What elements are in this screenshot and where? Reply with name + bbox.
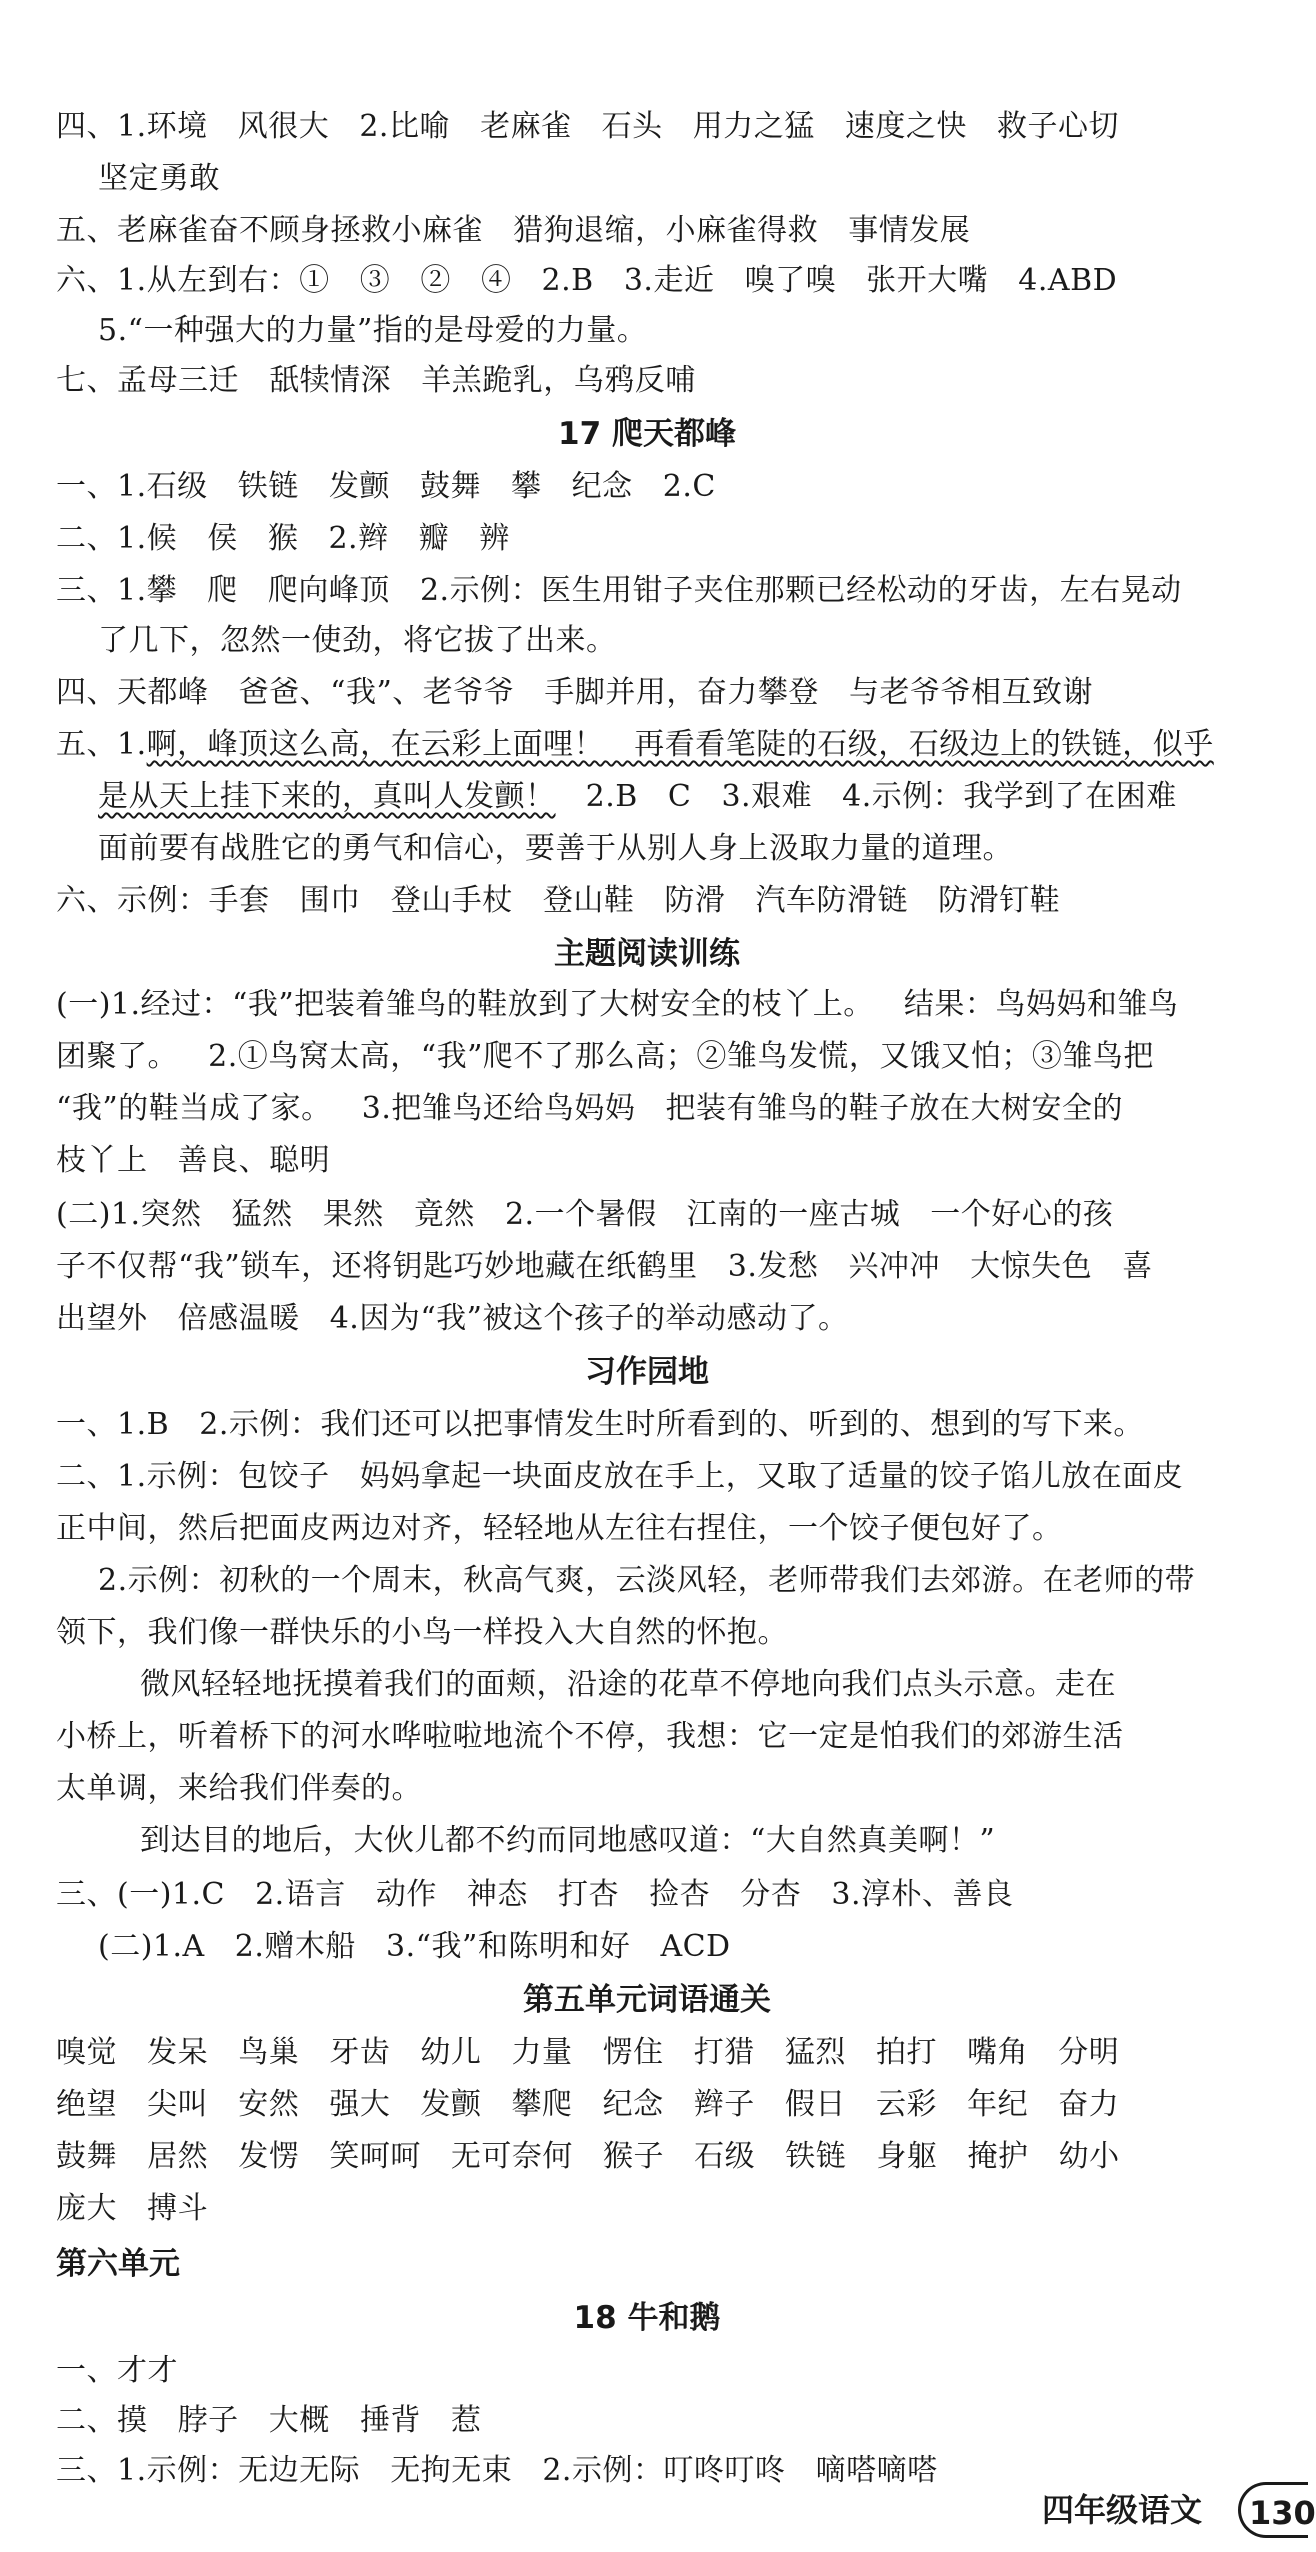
text-line: 庞大 搏斗	[56, 2191, 209, 2226]
page-number-badge: 130	[1238, 2482, 1308, 2538]
unit-heading: 第六单元	[56, 2246, 180, 2282]
wavy-underlined-text: 啊，峰顶这么高，在云彩上面哩！ 再看看笔陡的石级，石级边上的铁链，似乎	[146, 727, 1214, 762]
text-line: 六、示例：手套 围巾 登山手杖 登山鞋 防滑 汽车防滑链 防滑钉鞋	[56, 883, 1061, 918]
section-heading: 习作园地	[585, 1354, 709, 1390]
text-line: 六、1.从左到右：① ③ ② ④ 2.B 3.走近 嗅了嗅 张开大嘴 4.ABD	[56, 263, 1118, 298]
text-line: 领下，我们像一群快乐的小鸟一样投入大自然的怀抱。	[56, 1615, 788, 1650]
text-line: (一)1.经过：“我”把装着雏鸟的鞋放到了大树安全的枝丫上。 结果：鸟妈妈和雏鸟	[56, 987, 1179, 1022]
text-line	[98, 778, 1177, 816]
text-line: (二)1.A 2.赠木船 3.“我”和陈明和好 ACD	[98, 1929, 731, 1964]
text-line: 微风轻轻地抚摸着我们的面颊，沿途的花草不停地向我们点头示意。走在	[140, 1667, 1116, 1702]
text-line: 三、1.攀 爬 爬向峰顶 2.示例：医生用钳子夹住那颗已经松动的牙齿，左右晃动	[56, 573, 1182, 608]
text-line: 2.示例：初秋的一个周末，秋高气爽，云淡风轻，老师带我们去郊游。在老师的带	[98, 1563, 1196, 1598]
text-line: 小桥上，听着桥下的河水哗啦啦地流个不停，我想：它一定是怕我们的郊游生活	[56, 1719, 1124, 1754]
text-line: 三、1.示例：无边无际 无拘无束 2.示例：叮咚叮咚 嘀嗒嘀嗒	[56, 2453, 938, 2488]
footer-grade-label: 四年级语文	[1042, 2491, 1203, 2529]
text-line: 二、摸 脖子 大概 捶背 惹	[56, 2403, 482, 2438]
text-line: 三、(一)1.C 2.语言 动作 神态 打杏 捡杏 分杏 3.淳朴、善良	[56, 1877, 1014, 1912]
text-line: 五、老麻雀奋不顾身拯救小麻雀 猎狗退缩，小麻雀得救 事情发展	[56, 213, 971, 248]
text-line: 绝望 尖叫 安然 强大 发颤 攀爬 纪念 辫子 假日 云彩 年纪 奋力	[56, 2087, 1120, 2122]
text-line: 二、1.候 侯 猴 2.辫 瓣 辨	[56, 521, 510, 556]
text-line: 一、才才	[56, 2353, 178, 2388]
text-line: 二、1.示例：包饺子 妈妈拿起一块面皮放在手上，又取了适量的饺子馅儿放在面皮	[56, 1459, 1184, 1494]
section-heading: 18 牛和鹅	[573, 2300, 721, 2336]
text-line: 子不仅帮“我”锁车，还将钥匙巧妙地藏在纸鹤里 3.发愁 兴冲冲 大惊失色 喜	[56, 1249, 1153, 1284]
section-heading: 17 爬天都峰	[558, 416, 736, 452]
line-rest: 2.B C 3.艰难 4.示例：我学到了在困难	[555, 779, 1177, 814]
text-line: 5.“一种强大的力量”指的是母爱的力量。	[98, 313, 648, 348]
text-line: 太单调，来给我们伴奏的。	[56, 1771, 422, 1806]
text-line: 鼓舞 居然 发愣 笑呵呵 无可奈何 猴子 石级 铁链 身躯 掩护 幼小	[56, 2139, 1120, 2174]
text-line: 一、1.B 2.示例：我们还可以把事情发生时所看到的、听到的、想到的写下来。	[56, 1407, 1144, 1442]
text-line: 四、1.环境 风很大 2.比喻 老麻雀 石头 用力之猛 速度之快 救子心切	[56, 109, 1120, 144]
text-line: 枝丫上 善良、聪明	[56, 1143, 331, 1178]
section-heading: 第五单元词语通关	[523, 1982, 771, 2018]
text-line: 四、天都峰 爸爸、“我”、老爷爷 手脚并用，奋力攀登 与老爷爷相互致谢	[56, 675, 1093, 710]
text-line: “我”的鞋当成了家。 3.把雏鸟还给鸟妈妈 把装有雏鸟的鞋子放在大树安全的	[56, 1091, 1124, 1126]
text-line: 团聚了。 2.①鸟窝太高，“我”爬不了那么高；②雏鸟发慌，又饿又怕；③雏鸟把	[56, 1039, 1154, 1074]
text-line: 嗅觉 发呆 鸟巢 牙齿 幼儿 力量 愣住 打猎 猛烈 拍打 嘴角 分明	[56, 2035, 1120, 2070]
text-line: 面前要有战胜它的勇气和信心，要善于从别人身上汲取力量的道理。	[98, 831, 1013, 866]
text-line: 到达目的地后，大伙儿都不约而同地感叹道：“大自然真美啊！”	[140, 1823, 996, 1858]
section-heading: 主题阅读训练	[554, 936, 740, 972]
text-line: 正中间，然后把面皮两边对齐，轻轻地从左往右捏住，一个饺子便包好了。	[56, 1511, 1063, 1546]
text-line: 坚定勇敢	[98, 161, 220, 196]
wavy-underlined-text: 是从天上挂下来的，真叫人发颤！	[98, 779, 556, 814]
text-line: 七、孟母三迁 舐犊情深 羊羔跪乳，乌鸦反哺	[56, 363, 696, 398]
text-line: (二)1.突然 猛然 果然 竟然 2.一个暑假 江南的一座古城 一个好心的孩	[56, 1197, 1114, 1232]
text-line: 出望外 倍感温暖 4.因为“我”被这个孩子的举动感动了。	[56, 1301, 849, 1336]
line-prefix: 五、1.	[56, 727, 147, 762]
text-line: 一、1.石级 铁链 发颤 鼓舞 攀 纪念 2.C	[56, 469, 716, 504]
text-line: 了几下，忽然一使劲，将它拔了出来。	[98, 623, 617, 658]
text-line	[56, 726, 1214, 764]
